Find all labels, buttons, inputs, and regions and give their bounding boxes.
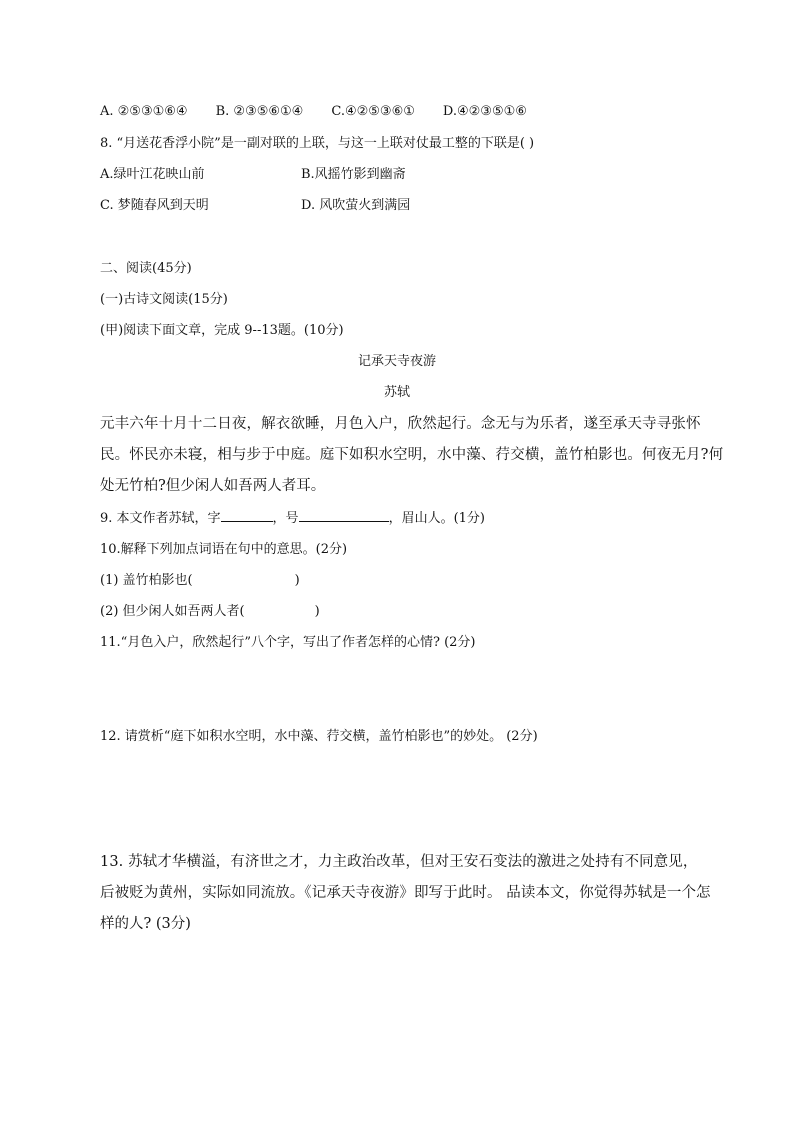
q11-stem: 11.“月色入户，欣然起行”八个字，写出了作者怎样的心情? (2分)	[100, 635, 476, 650]
q10-stem: 10.解释下列加点词语在句中的意思。(2分)	[100, 542, 348, 557]
article-author: 苏轼	[383, 385, 410, 400]
q10-item-1-close: )	[294, 573, 300, 588]
q9-part-1: 9. 本文作者苏轼，字	[100, 511, 221, 526]
q10-item-2-text: (2) 但少闲人如吾两人者(	[100, 604, 245, 619]
q9-blank-zi[interactable]	[221, 509, 273, 522]
subsection-heading: (一)古诗文阅读(15分)	[100, 292, 228, 307]
q10-item-1-text: (1) 盖竹柏影也(	[100, 573, 193, 588]
q13-line-3: 样的人? (3分)	[100, 916, 191, 932]
q12-stem: 12. 请赏析“庭下如积水空明，水中藻、荇交横，盖竹柏影也”的妙处。 (2分)	[100, 729, 538, 744]
q7-option-b: B. ②③⑤⑥①④	[215, 104, 304, 119]
q10-item-1	[100, 572, 300, 590]
q13-line-1: 13. 苏轼才华横溢，有济世之才，力主政治改革，但对王安石变法的激进之处持有不同意见，	[100, 854, 698, 870]
passage-instruction: (甲)阅读下面文章，完成 9--13题。(10分)	[100, 323, 344, 338]
q8-option-a: A.绿叶江花映山前	[100, 167, 205, 182]
article-line-2: 民。怀民亦未寝，相与步于中庭。庭下如积水空明，水中藻、荇交横，盖竹柏影也。何夜无月?何	[100, 447, 724, 463]
q8-option-d: D. 风吹萤火到满园	[301, 198, 411, 213]
article-title: 记承天寺夜游	[357, 354, 436, 369]
q13-line-2: 后被贬为黄州，实际如同流放。《记承天寺夜游》即写于此时。 品读本文，你觉得苏轼是一个怎	[100, 885, 711, 901]
article-line-1: 元丰六年十月十二日夜，解衣欲睡，月色入户，欣然起行。念无与为乐者，遂至承天寺寻张怀	[100, 416, 701, 432]
q9-line	[100, 509, 485, 528]
q7-option-a: A. ②⑤③①⑥④	[100, 104, 188, 119]
q10-item-2-close: )	[314, 604, 320, 619]
q7-options-row	[100, 103, 527, 121]
q8-option-b: B.风摇竹影到幽斋	[301, 167, 406, 182]
q10-item-2	[100, 603, 320, 621]
article-line-3: 处无竹柏?但少闲人如吾两人者耳。	[100, 478, 326, 494]
q8-option-c: C. 梦随春风到天明	[100, 198, 209, 213]
q8-stem: 8. “月送花香浮小院”是一副对联的上联，与这一上联对仗最工整的下联是( )	[100, 136, 535, 151]
q9-blank-hao[interactable]	[299, 509, 389, 522]
q7-option-c: C.④②⑤③⑥①	[331, 104, 415, 119]
section-heading: 二、阅读(45分)	[100, 261, 192, 276]
q9-part-2: ，号	[272, 511, 299, 526]
q9-part-3: ，眉山人。(1分)	[388, 511, 485, 526]
q7-option-d: D.④②③⑤①⑥	[442, 104, 527, 119]
